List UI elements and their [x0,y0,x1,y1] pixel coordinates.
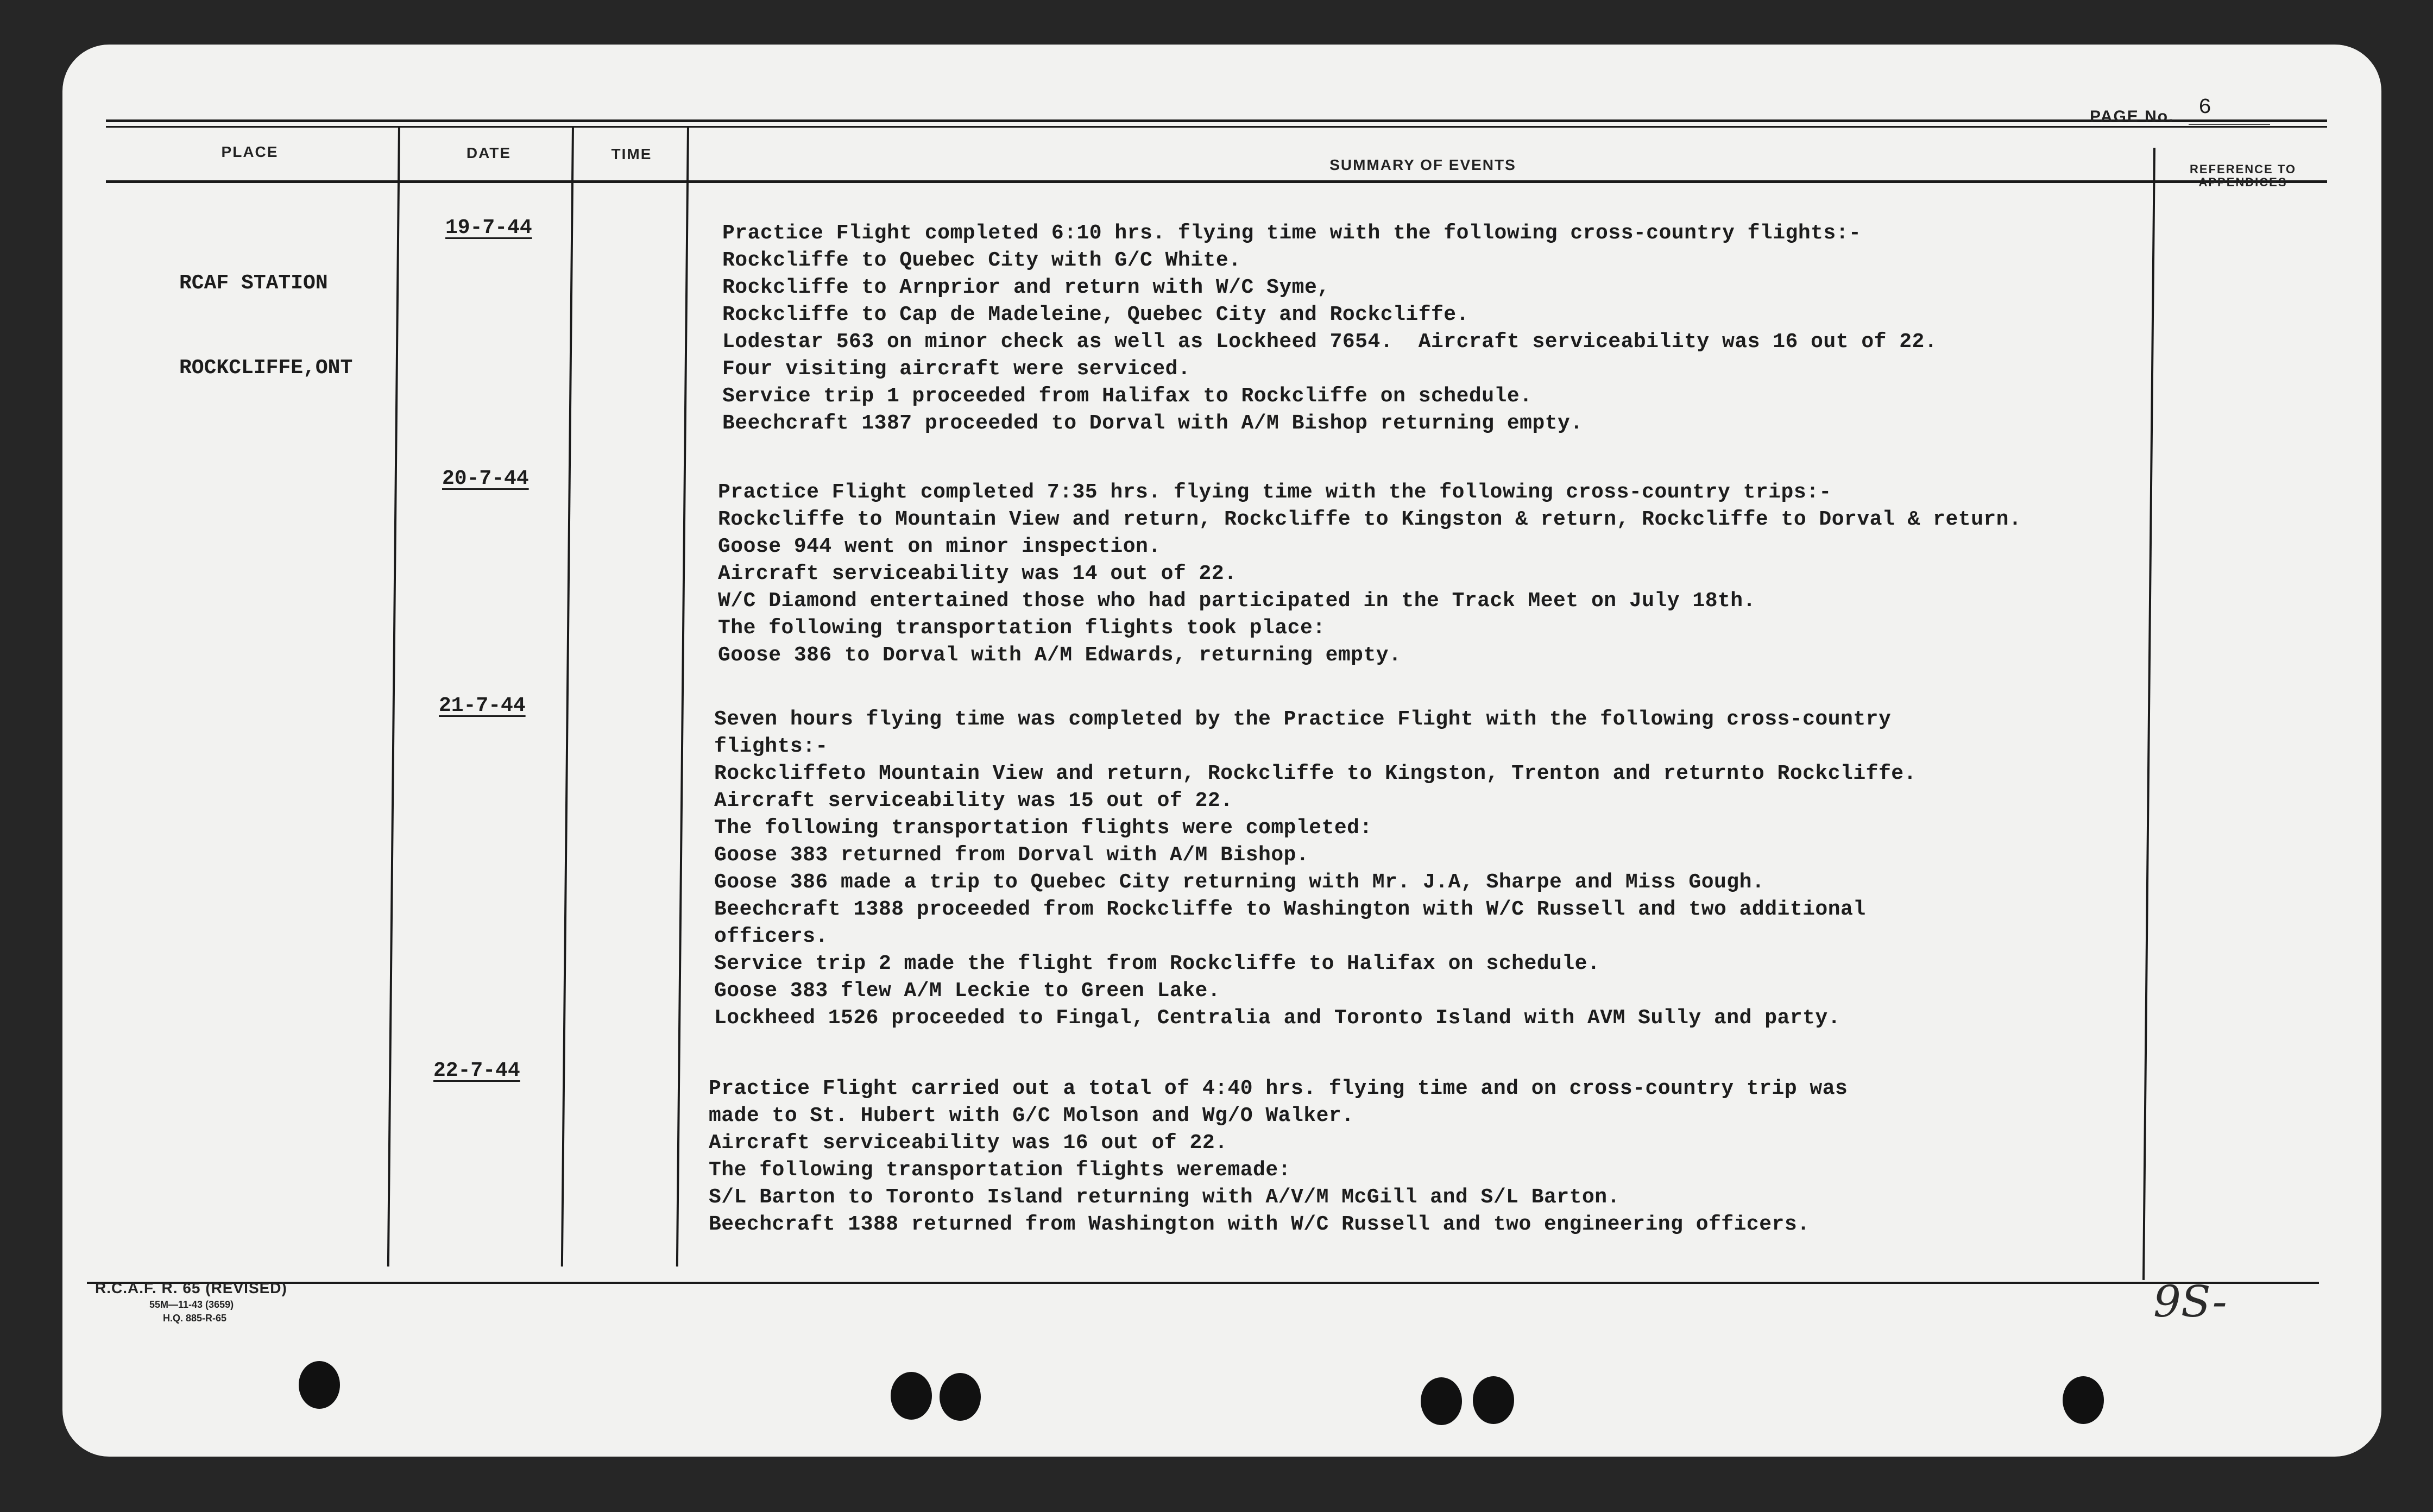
entry-date-3: 21-7-44 [439,694,526,717]
entry-line: officers. [714,925,828,948]
page-number-label: PAGE No. [2090,108,2174,125]
column-header-date: DATE [466,144,512,161]
column-header-place: PLACE [221,143,279,160]
entry-line: Rockcliffe to Arnprior and return with W/C Syme, [722,276,1330,299]
punch-hole [2063,1376,2104,1424]
entry-line: Service trip 1 proceeded from Halifax to Rockcliffe on schedule. [722,385,1533,408]
entry-line: Practice Flight completed 6:10 hrs. flying time with the following cross-country flights:- [722,222,1862,245]
punch-hole [299,1361,340,1409]
form-identifier: R.C.A.F. R. 65 (REVISED) 55M—11-43 (3659) H.Q. 885-R-65 [95,1280,287,1324]
entry-line: Goose 383 returned from Dorval with A/M Bishop. [714,843,1309,867]
entry-line: The following transportation flights were completed: [714,816,1372,840]
entry-line: Practice Flight carried out a total of 4:40 hrs. flying time and on cross-country trip was [709,1077,1848,1100]
entry-summary-3 [714,706,1917,1032]
punch-hole [1473,1376,1514,1424]
entry-line: Rockcliffe to Cap de Madeleine, Quebec City and Rockcliffe. [722,303,1469,326]
entry-line: Goose 944 went on minor inspection. [718,535,1161,558]
entry-line: Goose 386 to Dorval with A/M Edwards, returning empty. [718,644,1402,667]
header-rule-top-second [106,126,2327,128]
entry-line: Four visiting aircraft were serviced. [722,357,1191,381]
entry-line: Rockcliffe to Quebec City with G/C White. [722,249,1241,272]
entry-summary-2 [718,479,2021,669]
entry-line: Aircraft serviceability was 15 out of 22. [714,789,1233,812]
entry-line: W/C Diamond entertained those who had participated in the Track Meet on July 18th. [718,589,1756,613]
punch-hole [891,1372,932,1420]
entry-line: The following transportation flights weremade: [709,1158,1291,1182]
entry-line: Goose 383 flew A/M Leckie to Green Lake. [714,979,1221,1003]
entry-line: Aircraft serviceability was 14 out of 22. [718,562,1237,585]
entry-line: Beechcraft 1388 proceeded from Rockcliffe to Washington with W/C Russell and two additional [714,898,1866,921]
entry-summary-4 [709,1075,1848,1238]
header-rule-top [106,119,2327,122]
punch-hole [940,1373,981,1421]
entry-summary-1 [722,220,1937,437]
page-number-line [2189,124,2270,125]
entry-line: The following transportation flights took place: [718,616,1326,640]
entry-line: Goose 386 made a trip to Quebec City returning with Mr. J.A, Sharpe and Miss Gough. [714,871,1765,894]
entry-date-1: 19-7-44 [445,216,532,240]
entry-line: Lockheed 1526 proceeded to Fingal, Centralia and Toronto Island with AVM Sully and party. [714,1006,1841,1030]
entry-line: Practice Flight completed 7:35 hrs. flying time with the following cross-country trips:- [718,481,1832,504]
place-station: RCAF STATION ROCKCLIFFE,ONT [179,272,353,380]
entry-line: Seven hours flying time was completed by the Practice Flight with the following cross-country [714,708,1892,731]
entry-line: Beechcraft 1387 proceeded to Dorval with A/M Bishop returning empty. [722,412,1583,435]
handwritten-mark: 9S- [2153,1276,2227,1327]
entry-line: Service trip 2 made the flight from Rockcliffe to Halifax on schedule. [714,952,1600,975]
page-number: 6 [2198,96,2212,120]
entry-line: Beechcraft 1388 returned from Washington with W/C Russell and two engineering officers. [709,1213,1810,1236]
entry-line: Lodestar 563 on minor check as well as Lockheed 7654. Aircraft serviceability was 16 out of 22. [722,330,1938,354]
entry-line: Rockcliffeto Mountain View and return, Rockcliffe to Kingston, Trenton and returnto Rockcliffe. [714,762,1917,785]
footer-rule [87,1282,2319,1284]
header-rule-bottom [106,180,2327,183]
entry-line: made to St. Hubert with G/C Molson and Wg/O Walker. [709,1104,1354,1127]
entry-date-4: 22-7-44 [433,1059,520,1082]
entry-line: S/L Barton to Toronto Island returning with A/V/M McGill and S/L Barton. [709,1186,1620,1209]
entry-line: Rockcliffe to Mountain View and return, Rockcliffe to Kingston & return, Rockcliffe to Dorval & return. [718,508,2022,531]
column-header-time: TIME [611,146,652,162]
column-header-reference: REFERENCE TO APPENDICES [2190,162,2296,189]
column-header-summary: SUMMARY OF EVENTS [1329,156,1516,173]
entry-date-2: 20-7-44 [442,467,529,490]
entry-line: Aircraft serviceability was 16 out of 22. [709,1131,1228,1155]
punch-hole [1421,1377,1462,1425]
entry-line: flights:- [714,735,828,758]
